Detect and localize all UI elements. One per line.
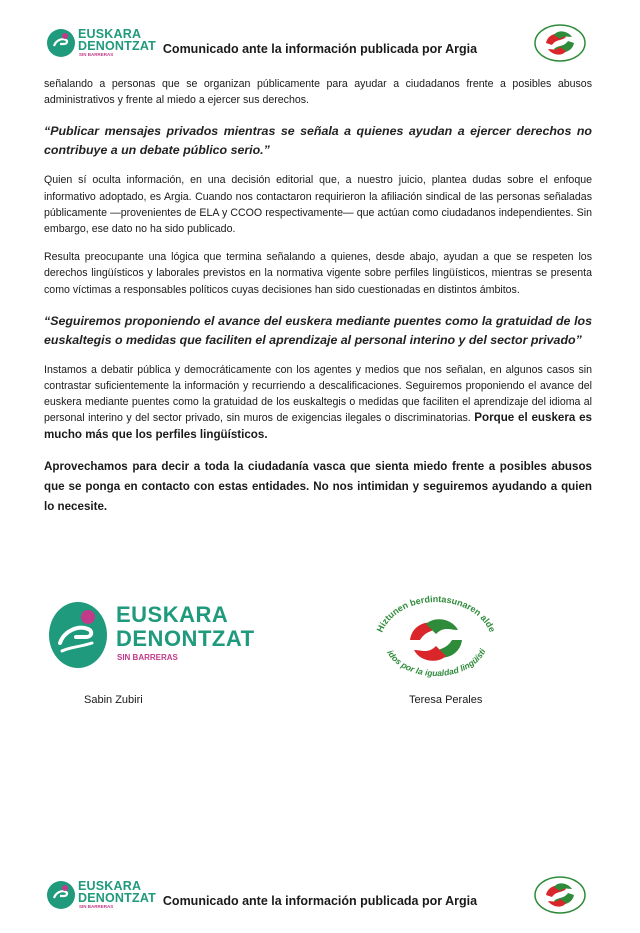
logo-line-euskara: EUSKARA bbox=[78, 27, 142, 41]
paragraph bbox=[44, 362, 592, 443]
paragraph: Resulta preocupante una lógica que termina señalando a quienes, desde abajo, ayudan a que se respeten los derechos lingüísticos y laborales previstos en la normativa vigente sobre perfiles lingüísticos, mientras se presenta como víctimas a responsables políticos cuyas decisiones han sido cuestionadas en distintos ámbitos. bbox=[44, 251, 592, 296]
logo-line-denontzat: DENONTZAT bbox=[78, 891, 156, 905]
hiztunen-berdintasuna-logo bbox=[366, 594, 506, 684]
signature-name: Teresa Perales bbox=[409, 694, 483, 706]
pull-quote: “Publicar mensajes privados mientras se señala a quienes ayudan a ejercer derechos no contribuye a un debate público serio.” bbox=[44, 124, 592, 158]
logo-line-denontzat: DENONTZAT bbox=[78, 39, 156, 53]
paragraph-text: Instamos a debatir pública y democráticamente con los agentes y medios que nos señalan, en algunos casos sin contrastar suficientemente la información y recurriendo a descalificaciones. Seguiremos proponiendo el avance del euskera mediante puentes como la gratuidad de los euskaltegis o medidas que faciliten el aprendizaje del idioma al personal interino y del sector privado, sin muros de exigencias ilegales o discriminatorias. bbox=[44, 363, 592, 425]
pull-quote: “Seguiremos proponiendo el avance del euskera mediante puentes como la gratuidad de los euskaltegis o medidas que faciliten el aprendizaje al personal interino y del sector privado” bbox=[44, 313, 592, 347]
logo-line-tagline: SIN BARRERAS bbox=[79, 52, 114, 57]
paragraph-bold-text: Porque el euskera es mucho más que los perfiles lingüísticos. bbox=[44, 411, 593, 441]
signature-name: Sabin Zubiri bbox=[84, 694, 143, 706]
logo-line-euskara: EUSKARA bbox=[116, 602, 229, 627]
hand-logo-icon bbox=[48, 597, 110, 669]
paragraph: Quien sí oculta información, en una decisión editorial que, a nuestro juicio, plantea dudas sobre el enfoque informativo adoptado, es Argia. Cuando nos contactaron requirieron la afiliación sindical de las personas señaladas públicamente —provenientes de ELA y CCOO respectivamente— que actúan como ciudadanos independientes. Sin embargo, ese dato no ha sido publicado. bbox=[44, 174, 592, 236]
paragraph: señalando a personas que se organizan públicamente para ayudar a ciudadanos frente a posibles abusos administrativos y frente al miedo a ejercer sus derechos. bbox=[44, 78, 592, 107]
logo-line-tagline: SIN BARRERAS bbox=[79, 904, 114, 909]
closing-paragraph: Aprovechamos para decir a toda la ciudadanía vasca que sienta miedo frente a posibles abusos que se ponga en contacto con estas entidades. No nos intimidan y seguiremos ayudando a quien lo necesite. bbox=[44, 459, 592, 513]
euskara-denontzat-logo-large bbox=[46, 593, 256, 673]
logo-line-denontzat: DENONTZAT bbox=[116, 626, 255, 651]
igualdad-linguistica-logo-icon bbox=[532, 23, 588, 63]
page-header bbox=[0, 20, 640, 68]
igualdad-linguistica-logo-icon bbox=[532, 875, 588, 915]
logo-line-tagline: SIN BARRERAS bbox=[117, 653, 178, 662]
footer-title: Comunicado ante la información publicada por Argia bbox=[162, 894, 478, 908]
header-title: Comunicado ante la información publicada por Argia bbox=[162, 42, 478, 56]
hiztunen-berdintasuna-logo-icon bbox=[366, 594, 506, 686]
circle-logo-top-text: Hiztunen berdintasunaren alde bbox=[374, 594, 498, 634]
circle-logo-bottom-text: idos por la igualdad lingüísti bbox=[385, 647, 488, 679]
page-footer bbox=[0, 872, 640, 920]
document-body bbox=[44, 76, 592, 517]
logo-line-euskara: EUSKARA bbox=[78, 879, 142, 893]
